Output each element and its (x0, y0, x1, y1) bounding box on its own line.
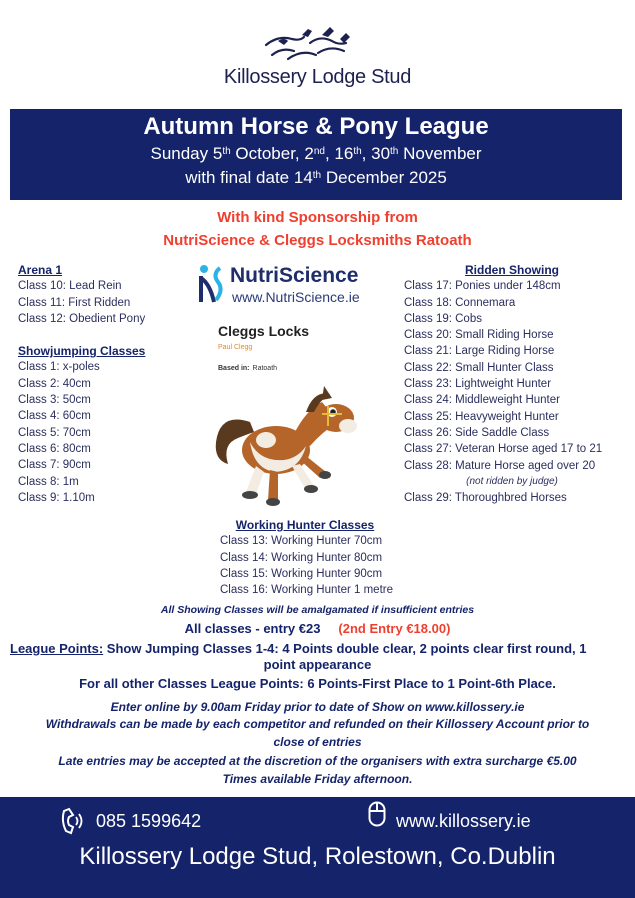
right-column (404, 262, 620, 506)
phone-number[interactable]: 085 1599642 (96, 811, 202, 831)
logo-name: Killossery Lodge Stud (223, 66, 412, 88)
address: Killossery Lodge Stud, Rolestown, Co.Dublin (79, 843, 556, 870)
list-item: Class 10: Lead Rein (18, 280, 122, 293)
phone-icon (60, 806, 86, 836)
title-banner (10, 109, 622, 200)
arena1-heading: Arena 1 (18, 263, 63, 277)
list-item: Class 19: Cobs (404, 312, 482, 325)
sponsor-line-2: NutriScience & Cleggs Locksmiths Ratoath (163, 232, 472, 249)
list-item: Class 1: x-poles (18, 361, 100, 374)
nutriscience-url: www.NutriScience.ie (232, 289, 360, 305)
nutriscience-mark-icon (198, 264, 226, 304)
list-item: Class 14: Working Hunter 80cm (220, 551, 383, 564)
times-available: Times available Friday afternoon. (222, 772, 413, 786)
amalgamated-note: All Showing Classes will be amalgamated if insufficient entries (160, 604, 475, 616)
list-item: Class 11: First Ridden (18, 296, 131, 309)
other-points: For all other Classes League Points: 6 Points-First Place to 1 Point-6th Place. (79, 676, 556, 691)
list-item: Class 15: Working Hunter 90cm (220, 567, 383, 580)
working-heading: Working Hunter Classes (235, 518, 375, 532)
list-item: Class 9: 1.10m (18, 491, 95, 504)
list-item: Class 21: Large Riding Horse (404, 345, 555, 358)
mouse-icon (368, 801, 386, 827)
withdrawals-2: close of entries (273, 735, 362, 749)
pony-illustration-icon (210, 382, 360, 512)
list-item: Class 17: Ponies under 148cm (404, 280, 561, 293)
list-item: Class 16: Working Hunter 1 metre (220, 584, 393, 597)
nutriscience-logo (196, 262, 376, 310)
showjumping-heading: Showjumping Classes (18, 344, 146, 359)
list-item: Class 28: Mature Horse aged over 20 (404, 459, 596, 472)
league-points: League Points: Show Jumping Classes 1-4: 4 Points double clear, 2 points clear first round, 1 (10, 641, 587, 656)
cleggs-person: Paul Clegg (218, 344, 253, 351)
list-item: Class 13: Working Hunter 70cm (220, 535, 383, 548)
entry-fees: All classes - entry €23 (2nd Entry €18.00) (184, 621, 451, 636)
ridden-heading: Ridden Showing (465, 263, 559, 277)
list-item: Class 25: Heavyweight Hunter (404, 410, 559, 423)
working-hunter-section (220, 517, 393, 598)
nutriscience-name: NutriScience (230, 264, 359, 287)
list-item: Class 27: Veteran Horse aged 17 to 21 (404, 443, 603, 456)
event-dates: Sunday 5th October, 2nd, 16th, 30th November (150, 144, 482, 163)
list-item: Class 18: Connemara (404, 296, 516, 309)
league-points-cont: point appearance (263, 657, 372, 672)
cleggs-based: Based in: Ratoath (218, 365, 278, 372)
list-item: Class 3: 50cm (18, 394, 91, 407)
sponsor-line-1: With kind Sponsorship from (217, 209, 418, 226)
list-item: Class 29: Thoroughbred Horses (404, 492, 567, 505)
cleggs-name: Cleggs Locks (218, 323, 310, 339)
withdrawals-1: Withdrawals can be made by each competitor and refunded on their Killossery Account prior to (45, 717, 590, 731)
list-item: Class 23: Lightweight Hunter (404, 378, 552, 391)
list-item: Class 2: 40cm (18, 377, 91, 390)
late-entries: Late entries may be accepted at the discretion of the organisers with extra surcharge €5.00 (58, 754, 577, 768)
list-item: Class 24: Middleweight Hunter (404, 394, 560, 407)
list-item: Class 22: Small Hunter Class (404, 361, 554, 374)
left-column (18, 262, 145, 506)
list-item: Class 5: 70cm (18, 426, 91, 439)
final-date: with final date 14th December 2025 (185, 168, 447, 187)
list-item: Class 12: Obedient Pony (18, 312, 146, 325)
event-title: Autumn Horse & Pony League (143, 113, 489, 140)
list-item: Class 4: 60cm (18, 410, 91, 423)
not-ridden-note: (not ridden by judge) (466, 475, 558, 487)
list-item: Class 7: 90cm (18, 459, 91, 472)
list-item: Class 8: 1m (18, 475, 79, 488)
list-item: Class 6: 80cm (18, 442, 91, 455)
list-item: Class 26: Side Saddle Class (404, 426, 550, 439)
website-link[interactable]: www.killossery.ie (396, 811, 531, 831)
enter-online: Enter online by 9.00am Friday prior to date of Show on www.killossery.ie (110, 700, 525, 714)
list-item: Class 20: Small Riding Horse (404, 329, 554, 342)
